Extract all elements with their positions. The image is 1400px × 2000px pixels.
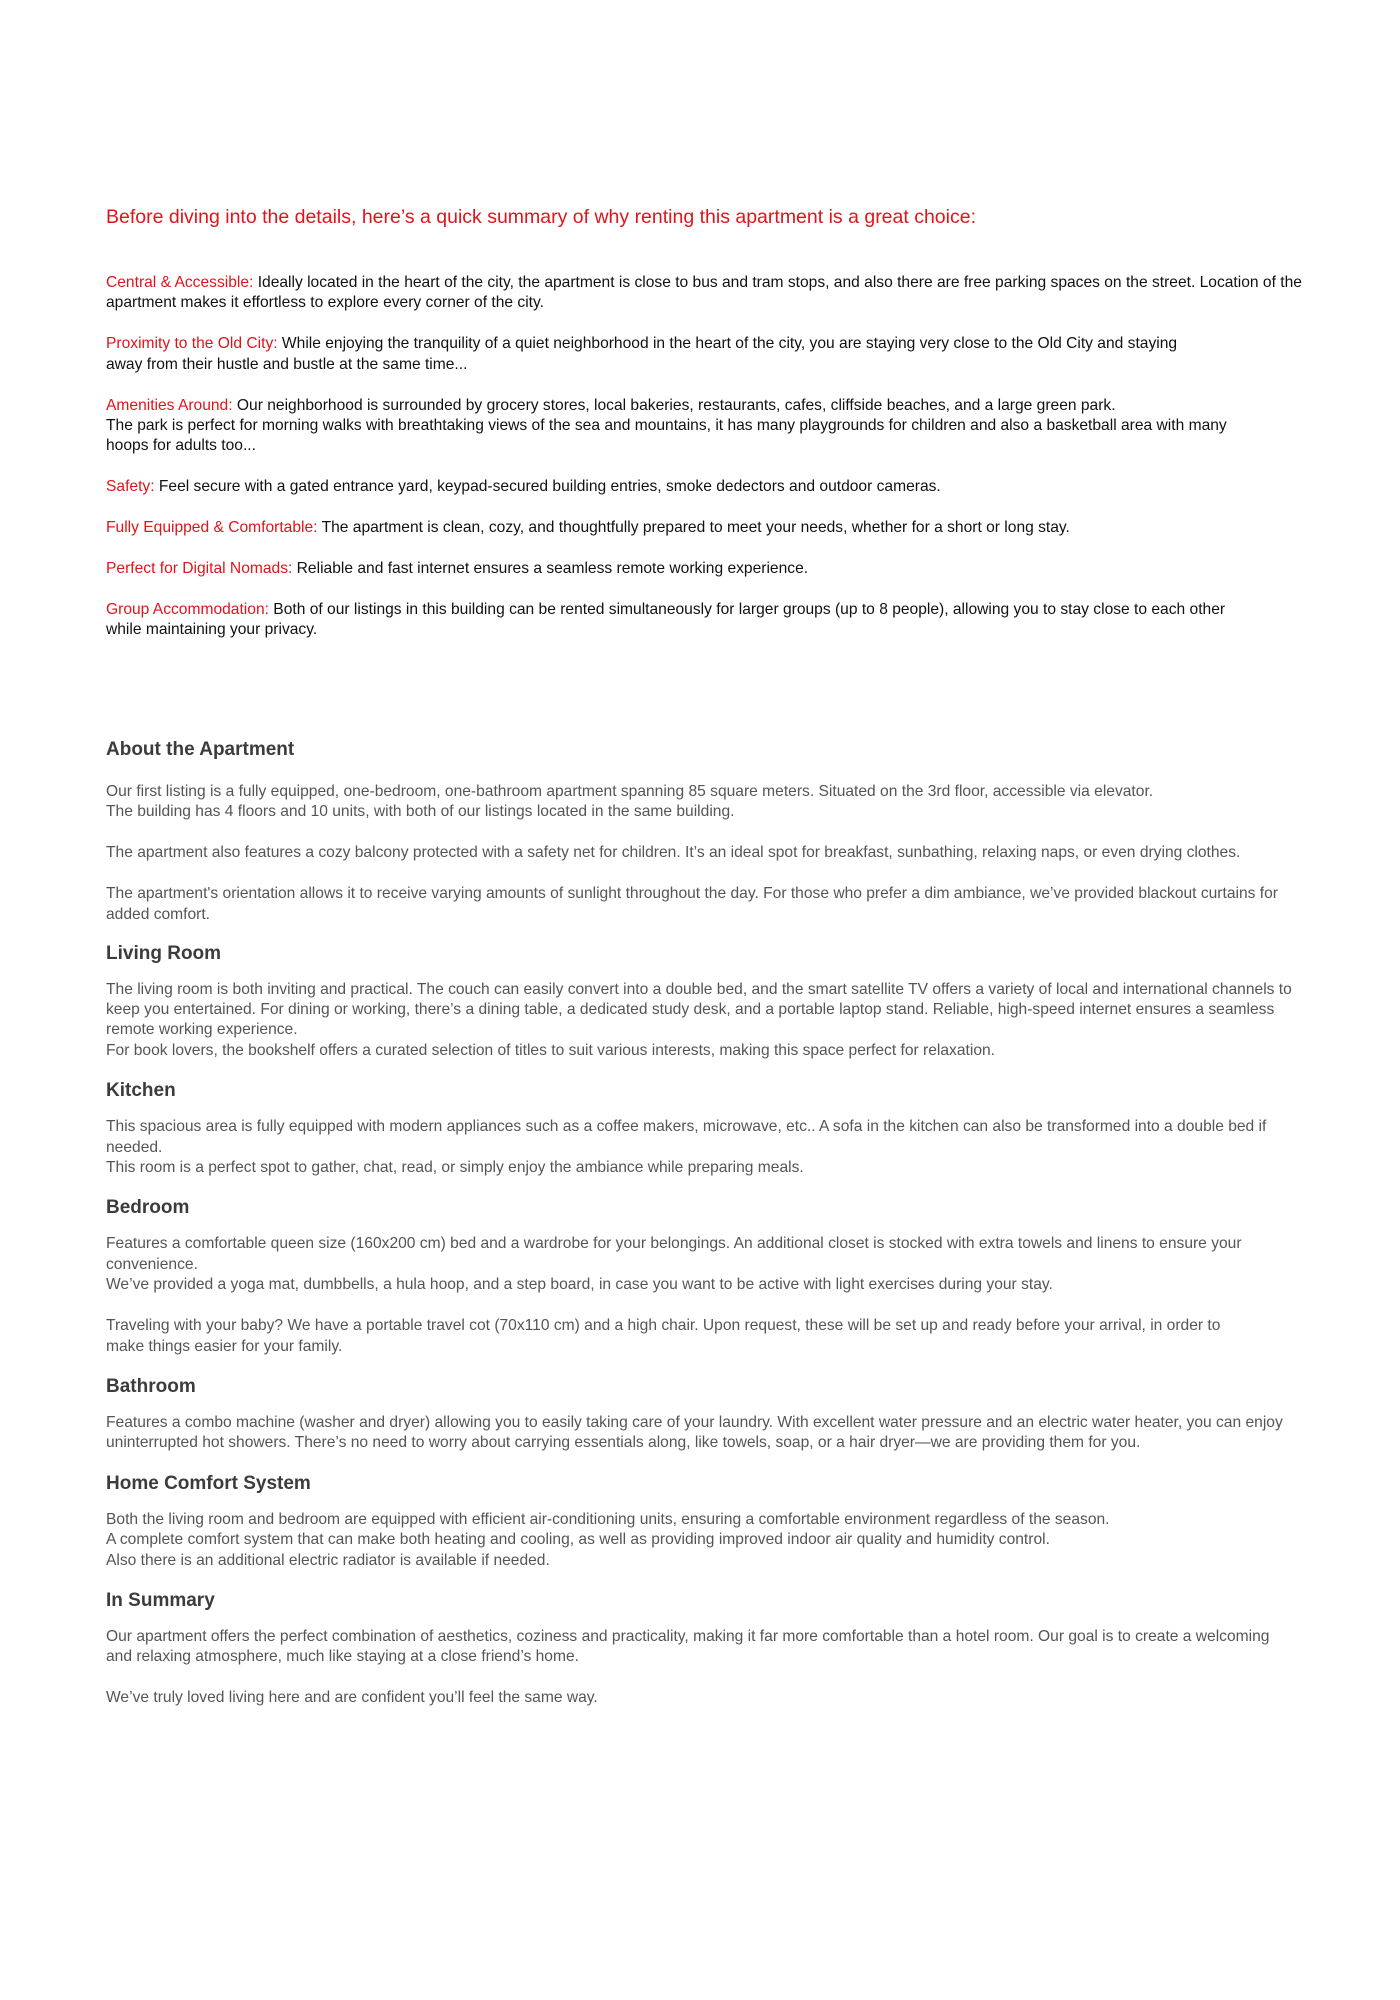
bedroom-heading: Bedroom — [106, 1197, 190, 1219]
bathroom-paragraph: Features a combo machine (washer and dryer) allowing you to easily taking care of your laundry. With excellent water pressure and an electric water heater, you can enjoy uninterrupted hot showers. There’s no need to worry about carrying essentials along, like towels, soap, or a hair dryer—we are providing them for you. — [106, 1413, 1283, 1452]
about-paragraph-line: Our first listing is a fully equipped, one-bedroom, one-bathroom apartment spanning 85 square meters. Situated on the 3rd floor, accessible via elevator. — [106, 783, 1154, 800]
bathroom-section — [106, 1375, 1306, 1454]
highlight-label: Safety: — [106, 478, 155, 496]
home-comfort-text: A complete comfort system that can make both heating and cooling, as well as providing improved indoor air quality and humidity control. — [106, 1531, 1050, 1549]
highlight-text: Our neighborhood is surrounded by grocery stores, local bakeries, restaurants, cafes, cliffside beaches, and a large green park. — [236, 396, 1116, 414]
home-comfort-heading: Home Comfort System — [106, 1472, 311, 1494]
apartment-details — [106, 738, 1306, 1727]
highlight-text: Both of our listings in this building can be rented simultaneously for larger groups (up to 8 people), allowing you to stay close to each other while maintaining your privacy. — [106, 601, 1226, 639]
kitchen-heading: Kitchen — [106, 1080, 176, 1102]
highlight-text: The apartment is clean, cozy, and thoughtfully prepared to meet your needs, whether for a short or long stay. — [321, 519, 1070, 537]
highlight-label: Perfect for Digital Nomads: — [106, 560, 293, 578]
intro-summary-heading: Before diving into the details, here’s a quick summary of why renting this apartment is a great choice: — [106, 206, 976, 228]
about-paragraph: The apartment's orientation allows it to receive varying amounts of sunlight throughout the day. For those who prefer a dim ambiance, we’ve provided blackout curtains for added comfort. — [106, 885, 1278, 923]
home-comfort-section — [106, 1472, 1306, 1571]
bathroom-heading: Bathroom — [106, 1375, 196, 1397]
highlight-label: Amenities Around: — [106, 396, 233, 414]
kitchen-section — [106, 1079, 1306, 1178]
bedroom-section — [106, 1196, 1306, 1357]
kitchen-paragraph — [106, 1117, 1306, 1178]
highlight-text: While enjoying the tranquility of a quiet neighborhood in the heart of the city, you are staying very close to the Old City and staying away from their hustle and bustle at the same time... — [106, 335, 1178, 373]
bedroom-text: We’ve provided a yoga mat, dumbbells, a hula hoop, and a step board, in case you want to be active with light exercises during your stay. — [106, 1276, 1053, 1294]
summary-heading: In Summary — [106, 1589, 215, 1611]
highlight-safety — [106, 477, 1306, 497]
living-room-section — [106, 942, 1306, 1062]
highlight-label: Fully Equipped & Comfortable: — [106, 519, 318, 537]
kitchen-text: This room is a perfect spot to gather, chat, read, or simply enjoy the ambiance while preparing meals. — [106, 1158, 804, 1176]
highlight-text: Ideally located in the heart of the city, the apartment is close to bus and tram stops, and also there are free parking spaces on the street. Location of the apartment makes it effortless to explore every corner of the city. — [106, 274, 1302, 312]
living-room-text: For book lovers, the bookshelf offers a curated selection of titles to suit various interests, making this space perfect for relaxation. — [106, 1041, 995, 1059]
summary-paragraph: Our apartment offers the perfect combination of aesthetics, coziness and practicality, making it far more comfortable than a hotel room. Our goal is to create a welcoming and relaxing atmosphere, much like staying at a close friend’s home. — [106, 1627, 1270, 1666]
about-paragraph: The apartment also features a cozy balcony protected with a safety net for children. It’s an ideal spot for breakfast, sunbathing, relaxing naps, or even drying clothes. — [106, 844, 1241, 862]
home-comfort-paragraph — [106, 1510, 1306, 1571]
home-comfort-text: Both the living room and bedroom are equipped with efficient air-conditioning units, ensuring a comfortable environment regardless of the season. — [106, 1510, 1110, 1528]
about-paragraph — [106, 782, 1306, 823]
highlight-text: Feel secure with a gated entrance yard, keypad-secured building entries, smoke dedectors and outdoor cameras. — [158, 478, 941, 496]
highlight-central-accessible — [106, 273, 1306, 314]
living-room-paragraph — [106, 980, 1306, 1062]
highlight-text-continued: The park is perfect for morning walks with breathtaking views of the sea and mountains, it has many playgrounds for children and also a basketball area with many hoops for adults too... — [106, 417, 1227, 455]
highlight-label: Central & Accessible: — [106, 274, 254, 291]
highlight-text: Reliable and fast internet ensures a seamless remote working experience. — [296, 560, 809, 578]
highlight-label: Group Accommodation: — [106, 601, 269, 619]
highlight-old-city — [106, 334, 1206, 375]
highlights-list — [106, 273, 1306, 661]
about-paragraph-line: The building has 4 floors and 10 units, with both of our listings located in the same building. — [106, 803, 735, 821]
highlight-digital-nomads — [106, 559, 1306, 579]
summary-closing: We’ve truly loved living here and are confident you’ll feel the same way. — [106, 1689, 598, 1707]
bedroom-paragraph — [106, 1234, 1306, 1295]
highlight-group-accommodation — [106, 600, 1236, 641]
bedroom-text: Features a comfortable queen size (160x200 cm) bed and a wardrobe for your belongings. An additional closet is stocked with extra towels and linens to ensure your convenience. — [106, 1235, 1242, 1273]
highlight-amenities — [106, 396, 1236, 457]
living-room-heading: Living Room — [106, 942, 222, 964]
living-room-text: The living room is both inviting and practical. The couch can easily convert into a double bed, and the smart satellite TV offers a variety of local and international channels to keep you entertained. For dining or working, there’s a dining table, a dedicated study desk, and a portable laptop stand. Reliable, high-speed internet ensures a seamless remote working experience. — [106, 980, 1292, 1039]
bedroom-baby-paragraph: Traveling with your baby? We have a portable travel cot (70x110 cm) and a high chair. Upon request, these will be set up and ready before your arrival, in order to make things easier for your family. — [106, 1317, 1221, 1355]
kitchen-text: This spacious area is fully equipped with modern appliances such as a coffee makers, microwave, etc.. A sofa in the kitchen can also be transformed into a double bed if needed. — [106, 1118, 1267, 1156]
highlight-fully-equipped — [106, 518, 1306, 538]
home-comfort-text: Also there is an additional electric radiator is available if needed. — [106, 1551, 550, 1569]
about-heading: About the Apartment — [106, 739, 295, 760]
highlight-label: Proximity to the Old City: — [106, 335, 278, 353]
summary-section — [106, 1589, 1306, 1709]
